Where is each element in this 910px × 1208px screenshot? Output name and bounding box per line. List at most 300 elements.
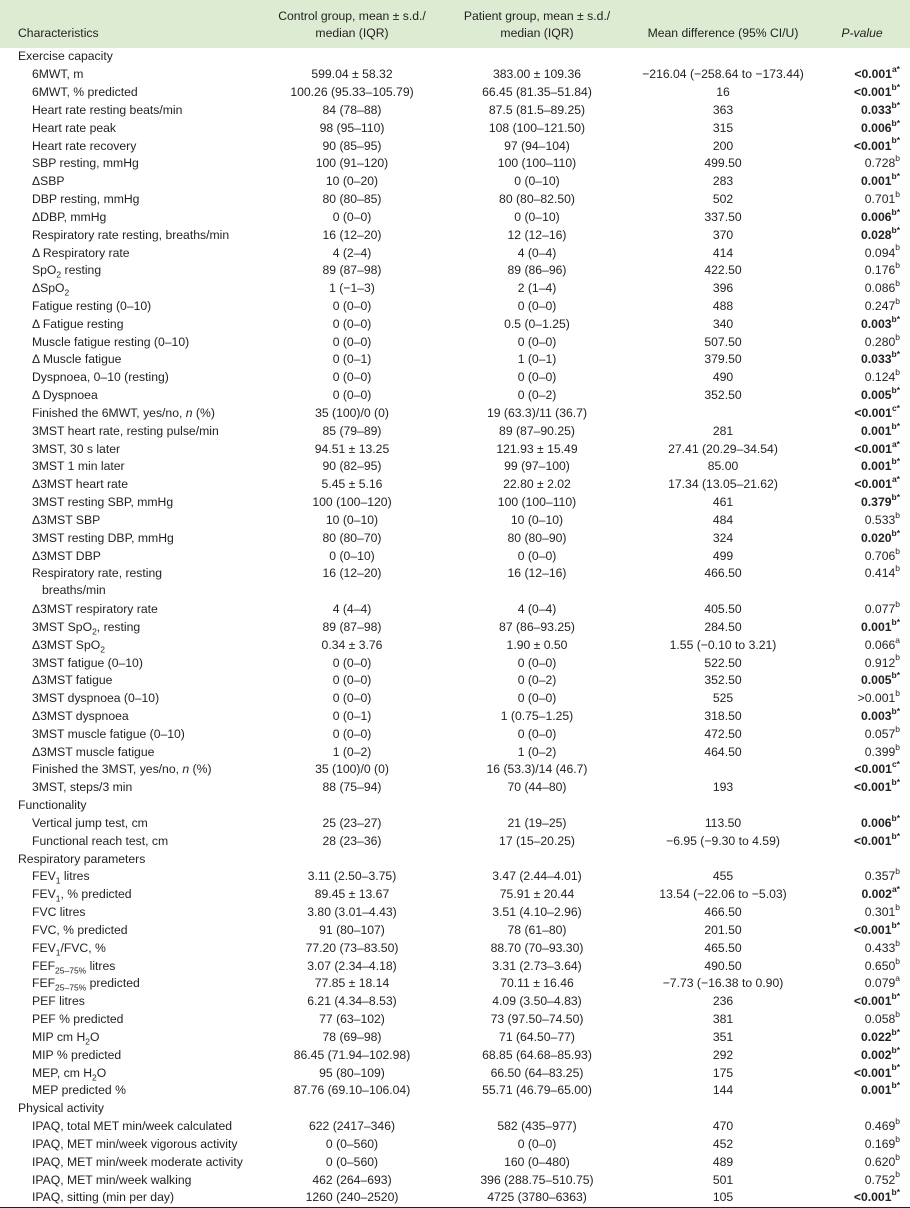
table-row [0,672,910,690]
table-row [0,369,910,387]
mean-difference-value: −216.04 (−258.64 to −173.44) [642,67,804,82]
mean-difference-value: 13.54 (−22.06 to −5.03) [659,887,787,902]
row-characteristic: FVC, % predicted [32,922,128,937]
table-row [0,191,910,209]
row-characteristic: SpO$_2$ resting [32,263,102,280]
p-value: $0.001^{b*}$ [861,420,900,438]
patient-value: 4725 (3780–6363) [442,1189,632,1207]
row-characteristic: 3MST fatigue (0–10) [32,655,143,670]
control-value: 622 (2417–346) [308,1119,396,1134]
p-value: $<0.001^{a*}$ [854,474,900,492]
patient-value: 4.09 (3.50–4.83) [492,994,582,1009]
mean-difference-value: 499.50 [704,156,742,171]
table-row [0,119,910,137]
mean-difference-value: 525 [712,691,734,706]
p-value: 0.247$^b$ [864,295,900,313]
mean-difference-value: −7.73 (−16.38 to 0.90) [662,976,784,991]
table-row [0,1189,910,1207]
row-characteristic: DBP resting, mmHg [32,192,140,207]
p-value: $0.028^{b*}$ [861,224,900,242]
row-characteristic: Δ Fatigue resting [32,316,124,331]
mean-difference-value: 363 [712,102,734,117]
patient-value: 12 (12–16) [507,227,567,242]
mean-difference-value: 464.50 [704,744,742,759]
p-value: 0.357$^b$ [864,866,900,884]
row-characteristic: Heart rate peak [32,120,117,135]
control-value: 77.20 (73–83.50) [305,940,399,955]
row-characteristic: Respiratory rate resting, breaths/min [32,227,230,242]
control-value: 0 (0–1) [332,352,372,367]
mean-difference-value: 455 [712,869,734,884]
table-row [0,226,910,244]
table-row [0,565,910,601]
control-value: 35 (100)/0 (0) [315,762,389,777]
p-value: 0.066$^a$ [864,634,900,652]
patient-value: 66.50 (64–83.25) [490,1065,584,1080]
patient-value: 89 (86–96) [507,263,567,278]
patient-value: 0 (0–0) [517,655,557,670]
patient-value: 0 (0–0) [517,1136,557,1151]
mean-difference-value: 488 [712,299,734,313]
row-characteristic: Δ Dyspnoea [32,388,98,403]
control-value: 90 (82–95) [322,459,382,474]
patient-value: 2 (1–4) [517,281,557,296]
table-row [0,957,910,975]
p-value: $0.005^{b*}$ [861,670,900,688]
section-heading: Exercise capacity [18,49,113,64]
table-row [0,904,910,922]
p-value: $0.033^{b*}$ [861,99,900,117]
control-value: 16 (12–20) [322,566,382,581]
table-row [0,636,910,654]
row-characteristic: IPAQ, sitting (min per day) [0,1189,262,1207]
patient-value: 1.90 ± 0.50 [506,637,568,652]
patient-value: 70 (44–80) [507,780,567,795]
control-value: 0 (0–0) [332,334,372,349]
p-value: $<0.001^{b*}$ [853,82,900,100]
mean-difference-value: 201.50 [704,922,742,937]
control-value: 0 (0–0) [332,388,372,403]
p-value: 0.620$^b$ [864,1151,900,1169]
mean-difference-value: 470 [712,1119,734,1134]
control-value: 4 (4–4) [332,602,372,617]
patient-value: 55.71 (46.79–65.00) [482,1083,592,1098]
mean-difference-value: 352.50 [704,388,742,403]
header-mean-difference: Mean difference (95% CI/U) [647,26,799,40]
patient-value: 121.93 ± 15.49 [496,441,578,456]
mean-difference-value: 113.50 [704,815,742,830]
p-value: $0.020^{b*}$ [861,527,900,545]
patient-value: 0.5 (0–1.25) [504,316,570,331]
table-row [0,529,910,547]
row-characteristic: Δ3MST SpO$_2$ [32,637,105,655]
control-value: 0 (0–560) [325,1136,379,1151]
mean-difference-value: 236 [712,994,734,1009]
table-row [0,476,910,494]
control-value: 3.11 (2.50–3.75) [307,869,397,884]
p-value: 0.533$^b$ [864,509,900,527]
row-characteristic: Δ3MST heart rate [32,477,128,492]
control-value: 80 (80–70) [322,530,382,545]
patient-value: 16 (12–16) [507,566,567,581]
mean-difference-value: 340 [712,316,734,331]
row-characteristic: 3MST, 30 s later [32,441,121,456]
row-characteristic: IPAQ, MET min/week vigorous activity [32,1136,238,1151]
table-row [0,939,910,957]
p-value: 0.650$^b$ [864,955,900,973]
mean-difference-value: 281 [712,423,734,438]
mean-difference-value: 105 [632,1189,814,1207]
mean-difference-value: 465.50 [704,940,742,955]
patient-value: 66.45 (81.35–51.84) [482,85,592,100]
section-heading: Physical activity [18,1101,105,1116]
patient-value: 0 (0–2) [517,388,557,403]
mean-difference-value: 484 [712,512,734,527]
mean-difference-value: 507.50 [704,334,742,349]
p-value: 0.752$^b$ [864,1169,900,1187]
mean-difference-value: 284.50 [704,619,742,634]
p-value: $0.002^{a*}$ [861,884,900,902]
patient-value: 21 (19–25) [507,815,567,830]
row-characteristic: Δ3MST dyspnoea [32,708,129,723]
p-value: 0.301$^b$ [864,902,900,920]
mean-difference-value: 422.50 [704,263,742,278]
row-characteristic: $FEF_{25-75\%}$ litres [32,958,116,976]
control-value: 599.04 ± 58.32 [311,67,393,82]
row-characteristic: 3MST SpO$_2$, resting [32,619,141,637]
mean-difference-value: 466.50 [704,566,742,581]
patient-value: 0 (0–10) [514,209,560,224]
mean-difference-value: 466.50 [704,905,742,920]
row-characteristic: MEP, cm $H_2O$ [32,1065,107,1082]
table-row [0,1064,910,1082]
row-characteristic: Δ3MST SBP [32,512,101,527]
row-characteristic: Δ3MST muscle fatigue [32,744,155,759]
patient-value: 97 (94–104) [504,138,570,153]
table-row [0,1011,910,1029]
table-row [0,280,910,298]
section-heading-row [0,48,910,66]
patient-value: 68.85 (64.68–85.93) [482,1047,592,1062]
row-characteristic: 3MST resting DBP, mmHg [32,530,174,545]
control-value: 100.26 (95.33–105.79) [290,85,414,100]
mean-difference-value: 175 [712,1065,734,1080]
p-value: $0.002^{b*}$ [861,1044,900,1062]
section-heading: Respiratory parameters [18,851,146,866]
patient-value: 0 (0–0) [517,726,557,741]
row-characteristic: Dyspnoea, 0–10 (resting) [32,370,169,385]
control-value: 0 (0–10) [329,548,375,563]
section-heading-row [0,850,910,868]
patient-value: 3.31 (2.73–3.64) [492,958,582,973]
row-characteristic: Δ3MST fatigue [32,673,113,688]
control-value: 98 (95–110) [319,120,385,135]
control-value: 84 (78–88) [322,102,382,117]
mean-difference-value: 522.50 [704,655,742,670]
table-row [0,101,910,119]
control-value: 3.07 (2.34–4.18) [307,958,397,973]
mean-difference-value: 499 [712,548,734,563]
p-value: $0.001^{b*}$ [861,456,900,474]
p-value: $<0.001^{a*}$ [854,438,900,456]
mean-difference-value [632,761,814,779]
section-heading: Functionality [18,798,87,813]
row-characteristic: MIP % predicted [32,1047,122,1062]
row-characteristic: $FEV_1$/FVC, % [32,940,106,958]
header-patient-group: Patient group, mean ± s.d./ median (IQR) [463,9,611,40]
mean-difference-value: 324 [712,530,734,545]
mean-difference-value [632,405,814,423]
mean-difference-value: 292 [712,1047,734,1062]
section-heading-row [0,1100,910,1118]
table-row [0,137,910,155]
patient-value: 0 (0–0) [517,370,557,385]
row-characteristic: 3MST 1 min later [32,459,125,474]
p-value: $<0.001^{b*}$ [853,991,900,1009]
mean-difference-value: 452 [712,1136,734,1151]
table-row [0,173,910,191]
patient-value: 1 (0–2) [517,744,557,759]
patient-value: 3.47 (2.44–4.01) [492,869,582,884]
patient-value: 71 (64.50–77) [499,1029,575,1044]
table-row [0,761,910,779]
row-characteristic: $FEF_{25-75\%}$ predicted [32,976,140,993]
row-characteristic: PEF % predicted [32,1012,124,1027]
control-value: 0 (0–0) [332,726,372,741]
p-value: $<0.001^{a*}$ [854,64,900,82]
mean-difference-value: 379.50 [704,352,742,367]
patient-value: 10 (0–10) [510,512,564,527]
patient-value: 89 (87–90.25) [499,423,575,438]
control-value: 0 (0–0) [332,655,372,670]
table-row [0,993,910,1011]
patient-value: 75.91 ± 20.44 [499,887,575,902]
table-row [0,1135,910,1153]
patient-value: 383.00 ± 109.36 [492,67,581,82]
control-value: 0 (0–0) [332,673,372,688]
control-value: 85 (79–89) [322,423,382,438]
mean-difference-value: 490.50 [704,958,742,973]
control-value: 1 (−1–3) [329,281,375,296]
patient-value: 160 (0–480) [504,1154,570,1169]
p-value: $0.001^{b*}$ [861,616,900,634]
p-value: 0.176$^b$ [864,260,900,278]
p-value: 0.414$^b$ [864,562,900,581]
p-value: $<0.001^{c*}$ [854,402,900,420]
table-row [0,975,910,993]
control-value: 77 (63–102) [319,1012,385,1027]
row-characteristic: 3MST resting SBP, mmHg [32,495,174,510]
control-value: 95 (80–109) [319,1065,385,1080]
p-value: 0.077$^b$ [864,598,900,617]
control-value: 5.45 ± 5.16 [321,477,383,492]
control-value: 0 (0–0) [332,370,372,385]
table-row [0,547,910,565]
row-characteristic: Δ3MST DBP [32,548,101,563]
p-value: 0.124$^b$ [864,367,900,385]
mean-difference-value: 489 [712,1154,734,1169]
table-row [0,494,910,512]
p-value: 0.469$^b$ [864,1115,900,1134]
row-characteristic: MEP predicted % [32,1083,126,1098]
p-value: $0.006^{b*}$ [861,206,900,224]
table-row [0,868,910,886]
row-characteristic: SBP resting, mmHg [32,156,139,171]
patient-value: 108 (100–121.50) [488,120,586,135]
p-value: $0.001^{b*}$ [861,1080,900,1098]
patient-value: 22.80 ± 2.02 [503,477,571,492]
row-characteristic: IPAQ, MET min/week moderate activity [32,1154,243,1169]
mean-difference-value: 318.50 [704,708,742,723]
patient-value: 0 (0–0) [517,299,557,313]
mean-difference-value: 1.55 (−0.10 to 3.21) [669,637,777,652]
table-row [0,618,910,636]
table-row [0,1153,910,1171]
control-value: 100 (91–120) [315,156,389,171]
row-characteristic: IPAQ, MET min/week walking [32,1172,192,1187]
table-row [0,458,910,476]
p-value: $0.005^{b*}$ [861,385,900,403]
table-row [0,1171,910,1189]
table-row [0,315,910,333]
control-value: 77.85 ± 18.14 [314,976,390,991]
row-characteristic: Functional reach test, cm [32,833,169,848]
control-value: 0 (0–0) [332,691,372,706]
p-value: 0.433$^b$ [864,937,900,955]
control-value: 89.45 ± 13.67 [314,887,390,902]
row-characteristic: ΔSBP [32,174,65,189]
table-row [0,351,910,369]
table-row [0,654,910,672]
row-characteristic: 3MST dyspnoea (0–10) [32,691,160,706]
patient-value: 1 (0.75–1.25) [500,708,574,723]
mean-difference-value: 461 [712,495,734,510]
control-value: 88 (75–94) [322,780,382,795]
control-value: 100 (100–120) [312,495,392,510]
table-row [0,1028,910,1046]
patient-value: 4 (0–4) [517,245,557,260]
patient-value: 87.5 (81.5–89.25) [488,102,586,117]
row-characteristic: Heart rate recovery [32,138,137,153]
patient-value: 3.51 (4.10–2.96) [492,905,582,920]
table-row [0,1082,910,1100]
patient-value: 582 (435–977) [497,1119,577,1134]
row-characteristic: 6MWT, % predicted [32,85,138,100]
patient-value: 100 (100–110) [497,495,577,510]
header-p-value: P-value [841,26,883,40]
control-value: 0 (0–0) [332,209,372,224]
mean-difference-value: 337.50 [704,209,742,224]
table-row [0,298,910,316]
control-value: 0 (0–1) [332,708,372,723]
p-value: $0.001^{b*}$ [861,171,900,189]
patient-value: 0 (0–10) [514,174,560,189]
mean-difference-value: 27.41 (20.29–34.54) [668,441,778,456]
mean-difference-value: 16 [716,85,730,100]
control-value: 80 (80–85) [322,192,382,207]
row-characteristic: Respiratory rate, resting breaths/min [32,566,163,598]
p-value: $0.022^{b*}$ [861,1026,900,1044]
row-characteristic: Δ Muscle fatigue [32,352,122,367]
table-row [0,262,910,280]
row-characteristic: ΔSpO$_2$ [32,281,70,298]
control-value: 91 (80–107) [319,922,385,937]
p-value: $0.033^{b*}$ [861,349,900,367]
table-row [0,922,910,940]
table-row [0,708,910,726]
control-value: 1 (0–2) [332,744,372,759]
mean-difference-value: 490 [712,370,734,385]
control-value: 35 (100)/0 (0) [315,405,389,420]
p-value: $<0.001^{b*}$ [853,777,900,795]
patient-value: 0 (0–0) [517,691,557,706]
row-characteristic: 3MST muscle fatigue (0–10) [32,726,185,741]
control-value: 462 (264–693) [312,1172,392,1187]
table-row [0,743,910,761]
patient-value: 19 (63.3)/11 (36.7) [486,405,588,420]
patient-value: 78 (61–80) [507,922,567,937]
table-row [0,815,910,833]
p-value: $0.379^{b*}$ [861,492,900,510]
control-value: 78 (69–98) [322,1029,382,1044]
patient-value: 0 (0–0) [517,548,557,563]
header-control-group: Control group, mean ± s.d./ median (IQR) [278,9,426,40]
p-value: $<0.001^{b*}$ [814,1189,910,1207]
p-value: $<0.001^{b*}$ [853,1062,900,1080]
row-characteristic: Heart rate resting beats/min [32,102,183,117]
mean-difference-value: 193 [712,780,734,795]
control-value: 0 (0–0) [332,299,372,313]
control-value: 25 (23–27) [322,815,382,830]
mean-difference-value: 85.00 [707,459,739,474]
control-value: 6.21 (4.34–8.53) [307,994,397,1009]
table-row [0,886,910,904]
p-value: $0.006^{b*}$ [861,812,900,830]
header-characteristics: Characteristics [18,26,99,40]
mean-difference-value: 501 [712,1172,734,1187]
table-row [0,512,910,530]
table-header [0,0,910,48]
mean-difference-value: 144 [712,1083,734,1098]
table-row [0,1046,910,1064]
mean-difference-value: 381 [712,1012,734,1027]
control-value: 0 (0–0) [332,316,372,331]
p-value: $<0.001^{b*}$ [853,135,900,153]
p-value: 0.701$^b$ [864,188,900,207]
row-characteristic: Vertical jump test, cm [32,815,148,830]
table-row [0,1118,910,1136]
patient-value: 0 (0–2) [517,673,557,688]
row-characteristic: Δ3MST respiratory rate [32,602,158,617]
mean-difference-value: 414 [712,245,734,260]
p-value: 0.706$^b$ [864,545,900,563]
p-value: $<0.001^{b*}$ [853,919,900,937]
p-value: $0.006^{b*}$ [861,117,900,135]
patient-value: 80 (80–82.50) [499,192,575,207]
patient-value: 1 (0–1) [517,352,557,367]
p-value: $<0.001^{b*}$ [853,830,900,848]
row-characteristic: IPAQ, total MET min/week calculated [32,1119,233,1134]
p-value: 0.280$^b$ [864,331,900,349]
mean-difference-value: 396 [712,281,734,296]
p-value: $<0.001^{c*}$ [854,759,900,777]
mean-difference-value: 283 [712,174,734,189]
mean-difference-value: 352.50 [704,673,742,688]
control-value: 3.80 (3.01–4.43) [307,905,397,920]
p-value: 0.912$^b$ [864,652,900,670]
control-value: 87.76 (69.10–106.04) [293,1083,411,1098]
table-row [0,405,910,423]
